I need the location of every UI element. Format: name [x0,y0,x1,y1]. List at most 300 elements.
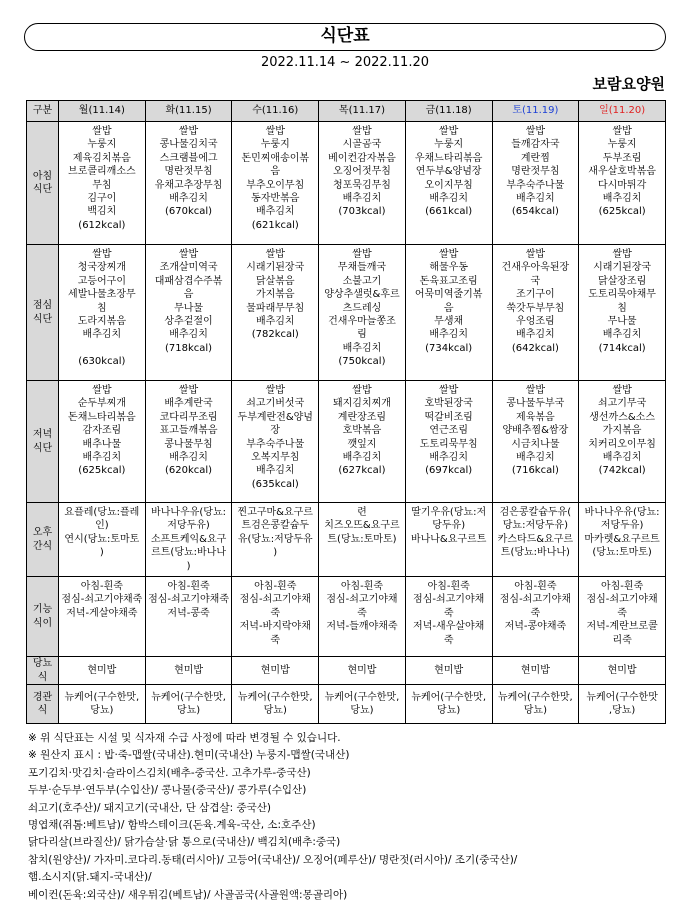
menu-item: (635kcal) [251,478,299,490]
menu-item: (620kcal) [165,465,213,477]
row-label-snack [27,503,59,577]
menu-item: 쌀밥 [178,126,199,137]
menu-item: ) [99,547,104,559]
note-line: 명엽채(쥐톰:베트남)/ 함박스테이크(돈육.계육-국산, 소:호주산) [28,819,316,832]
menu-item: 콩나물무침 [164,438,213,450]
menu-item: 콩나물김치국 [159,139,218,151]
menu-item: 저당두유) [167,520,210,532]
menu-item: 해물우동 [429,262,468,274]
menu-cell [319,245,406,381]
menu-item: (661kcal) [425,206,473,218]
menu-item: 쌀밥 [439,126,459,137]
menu-item: (654kcal) [511,206,559,218]
menu-item: 검은콩칼슘두유( [499,507,572,518]
menu-item: 무나물 [607,316,637,328]
menu-item: 쌀밥 [352,249,372,260]
menu-item: 저녁-콩야채죽 [504,621,567,633]
row-label-tube-feeding [27,685,59,724]
menu-item: ,당뇨) [608,705,636,716]
menu-item: 표고들깨볶음 [159,425,218,437]
menu-item: 호박된장국 [424,398,473,410]
menu-item: (612kcal) [78,219,126,231]
day-header-tue: 화(11.15) [145,101,232,122]
menu-item: 시금치나물 [511,438,560,450]
menu-item: 두부조림 [602,152,642,164]
menu-item: 뉴케어(구수한맛 [586,691,658,703]
menu-item: 점심-쇠고기야채 [326,594,398,606]
menu-item: 도라지볶음 [77,316,126,328]
menu-item: 아침-흰죽 [514,581,557,592]
menu-item: 련 [357,507,367,518]
menu-item: (703kcal) [338,206,386,218]
day-header-mon: 월(11.14) [59,101,146,122]
menu-item: 죽 [357,607,367,619]
menu-item: 저녁-계란브로콜 [586,621,658,633]
menu-item: 감자조림 [82,425,122,437]
menu-item: 돼지김치찌개 [332,398,391,410]
menu-cell [319,657,406,685]
row-breakfast [27,122,666,245]
menu-item: 당뇨:저당두유) [502,520,568,532]
menu-item: 배추김치 [516,193,555,205]
menu-cell [232,657,319,685]
menu-item: 배추김치 [429,329,468,341]
menu-item: 배추김치 [516,452,555,464]
menu-item: 쌀밥 [352,126,372,137]
row-tube-feeding [27,685,666,724]
menu-item: (714kcal) [598,342,646,354]
menu-item: (734kcal) [425,342,473,354]
menu-item: 뉴케어(구수한맛, [498,691,573,703]
menu-item: 음 [443,302,454,314]
menu-item: 무채들깨국 [337,262,387,274]
menu-cell [319,381,406,503]
menu-item: 배추김치 [169,452,208,464]
menu-item: ) [273,547,278,559]
menu-item: 점심-쇠고기야채죽 [148,594,229,606]
note-line: 두부·순두부·연두부(수입산)/ 콩나물(중국산)/ 콩가루(수입산) [28,784,307,797]
menu-item: 청포묵김무침 [332,179,391,191]
menu-item: 브로콜리깨소스 [68,166,136,178]
menu-item: 점심-쇠고기야채 [239,594,311,606]
menu-item: 제육볶음 [516,411,555,423]
menu-item: 양상추샐럿&후르 [324,289,400,301]
menu-item: 오이지무침 [424,179,473,191]
menu-cell [319,685,406,724]
row-label-line: 식이 [32,617,53,629]
menu-cell [319,503,406,577]
menu-item: 무생채 [434,316,464,328]
menu-item: 당뇨) [350,705,374,716]
menu-item: 명란젓무침 [164,166,213,178]
menu-item: 점심-쇠고기야채 [586,594,658,606]
menu-cell [579,245,666,381]
menu-item: 바나나우유(당뇨: [584,507,660,518]
menu-item: 트(당뇨:바나나) [500,547,570,559]
menu-item: 배추김치 [255,465,295,477]
row-label-line: 당뇨 [32,658,53,670]
menu-item: 대패삼겹수주볶 [154,275,223,287]
menu-item: 뉴케어(구수한맛, [237,691,313,703]
menu-item: 츠드레싱 [342,302,382,314]
menu-item: 쌀밥 [525,249,546,260]
menu-item: 침 [97,302,107,314]
menu-item: 현미밥 [607,664,637,676]
menu-item: 국 [530,275,541,287]
menu-item: 새우살호박볶음 [588,166,656,178]
menu-item: 배추김치 [602,329,642,341]
menu-item: 두부계란전&양념 [237,411,313,423]
menu-item: (621kcal) [251,219,299,231]
menu-item: 세발나물초장무 [68,289,136,301]
menu-item: 무침 [92,179,112,191]
menu-item: 돈육표고조림 [419,275,478,287]
menu-item: 우엉조림 [516,316,555,328]
menu-item: (742kcal) [598,465,646,477]
row-label-line: 오후 [32,527,53,539]
menu-item: 제육김치볶음 [72,152,131,164]
menu-item: 저녁-콩죽 [167,607,210,619]
menu-item: 아침-흰죽 [167,581,210,592]
menu-item: 배추김치 [342,342,382,354]
menu-cell [59,503,146,577]
menu-item: 침 [617,302,627,314]
menu-cell [492,381,579,503]
menu-cell [579,503,666,577]
header-row [27,101,666,122]
menu-item: 코다리무조림 [159,411,218,423]
menu-item: 치커리오이무침 [588,438,656,450]
note-line: 베이컨(돈육:외국산)/ 새우튀김(베트남)/ 사골곰국(사골원액:몽골리아) [28,888,348,901]
menu-item: (627kcal) [338,465,386,477]
menu-item: 저녁-새우살야채 [413,621,485,633]
menu-item: 계란찜 [520,152,550,164]
menu-item: 마카렛&요구르트 [584,533,660,545]
menu-item: 아침-흰죽 [340,581,384,592]
menu-item: 쌀밥 [265,385,285,396]
menu-item: 배추김치 [169,329,208,341]
menu-item: 오징어젓무침 [332,166,391,178]
menu-item: 오복지무침 [251,452,300,464]
row-label-diabetic-diet [27,657,59,685]
menu-item: 부추숙주나물 [246,438,305,450]
row-diabetic-diet [27,657,666,685]
menu-item: 배추김치 [429,193,468,205]
menu-item: 연시(당뇨:토마토 [64,533,140,545]
menu-item: (718kcal) [165,342,213,354]
menu-item: 리죽 [612,634,632,646]
row-label-functional-diet [27,577,59,657]
menu-item: 부추오이무침 [246,179,305,191]
menu-cell [405,122,492,245]
menu-item: 들깨감자국 [511,139,560,151]
menu-body [27,122,666,724]
menu-item: 배추김치 [255,206,295,218]
menu-cell [145,577,232,657]
note-line: 참치(원양산)/ 가자미.코다리.동태(러시아)/ 고등어(국내산)/ 오징어(페루산)/ 명란젓(러시아)/ 조기(중국산)/ [28,853,518,866]
menu-cell [59,122,146,245]
menu-item: 배추김치 [429,452,468,464]
row-label-line: 식 [37,705,48,716]
menu-item: 현미밥 [434,664,464,676]
menu-cell [579,577,666,657]
note-line: 햄.소시지(닭.돼지-국내산)/ [28,871,152,884]
menu-cell [492,122,579,245]
menu-cell [232,381,319,503]
menu-item: 쇠고기무국 [597,398,647,410]
menu-item: 건새우마늘쫑조 [328,316,396,328]
menu-item: 누룽지 [434,139,464,151]
menu-item: 딸기우유(당뇨:저 [411,507,487,518]
menu-cell [145,122,232,245]
row-label-line: 간식 [32,540,53,552]
menu-item: 쌀밥 [612,385,632,396]
date-range: 2022.11.14 ~ 2022.11.20 [260,55,430,70]
menu-item: 소불고기 [342,275,382,287]
menu-cell [492,245,579,381]
menu-cell [59,577,146,657]
row-label-line: 경관 [32,691,53,703]
note-line: 닭다리살(브라질산)/ 닭가슴살·닭 통으로(국내산)/ 백김치(배추:중국) [28,836,341,849]
menu-cell [232,122,319,245]
menu-item: 당뇨) [90,705,114,716]
menu-item: (630kcal) [78,356,126,368]
menu-item: (642kcal) [511,342,559,354]
menu-item: 연두부&양념장 [415,166,482,178]
menu-item: 쑥갓두부무침 [506,302,565,314]
menu-cell [59,381,146,503]
menu-cell [579,381,666,503]
menu-cell [405,503,492,577]
menu-cell [232,577,319,657]
menu-item: (625kcal) [598,206,646,218]
menu-item: 당뇨) [523,705,547,716]
row-label-lunch [27,245,59,381]
menu-item: 배추김치 [169,193,208,205]
menu-item: 명란젓무침 [511,166,560,178]
menu-cell [579,657,666,685]
menu-item: 쌀밥 [92,249,112,260]
menu-item: 찐고구마&요구르 [237,507,313,518]
menu-item: 생선까스&소스 [589,411,655,423]
menu-item: 유채고추장무침 [154,179,223,191]
menu-item: 쌀밥 [439,249,459,260]
menu-cell [59,657,146,685]
menu-cell [405,245,492,381]
menu-item: (당뇨:토마토) [592,547,652,559]
menu-item: 배추계란국 [164,398,213,410]
menu-item: 깻잎지 [347,438,377,450]
menu-cell [145,381,232,503]
menu-cell [579,122,666,245]
menu-cell [405,685,492,724]
menu-cell [405,577,492,657]
menu-item: 양배추찜&쌈장 [502,425,569,437]
menu-cell [492,577,579,657]
menu-cell [145,245,232,381]
menu-item [59,342,145,355]
menu-item: 죽 [443,607,454,619]
row-lunch [27,245,666,381]
row-label-line: 아침 [32,170,53,182]
menu-item: 유(당뇨:저당두유 [237,533,313,545]
menu-item: 죽 [530,607,541,619]
menu-item: 다시마튀각 [597,179,647,191]
menu-item: 배추김치 [82,452,122,464]
menu-item: 부추숙주나물 [506,179,565,191]
menu-item: 치즈오뜨&요구르 [324,520,400,532]
menu-item: 점심-쇠고기야채죽 [61,594,143,606]
menu-item: 계란장조림 [337,411,387,423]
menu-item: 쌀밥 [92,385,112,396]
menu-item: 당뇨) [263,705,287,716]
menu-item: 호박볶음 [342,425,382,437]
menu-item: 뉴케어(구수한맛, [64,691,140,703]
menu-item: 배추김치 [602,452,642,464]
menu-item: 조개살미역국 [159,262,218,274]
menu-item: (782kcal) [251,329,299,341]
menu-item: 르트(당뇨:바나나 [151,547,226,559]
menu-item: 시래기된장국 [593,262,652,274]
menu-item: 물파래무무침 [246,302,305,314]
menu-item: 쌀밥 [439,385,459,396]
menu-item: 뉴케어(구수한맛, [324,691,400,703]
menu-item: 점심-쇠고기야채 [413,594,485,606]
menu-item: 스크램블에그 [159,152,218,164]
menu-cell [145,503,232,577]
menu-item: 저녁-게살야채죽 [66,607,138,619]
row-label-breakfast [27,122,59,245]
menu-item: 아침-흰죽 [80,581,123,592]
menu-item: 콩나물두부국 [506,398,565,410]
menu-cell [319,577,406,657]
menu-cell [59,245,146,381]
menu-item: 쌀밥 [178,249,199,260]
note-line: ※ 원산지 표시 : 밥·죽-맵쌀(국내산).현미(국내산) 누룽지-맵쌀(국내산) [28,749,350,762]
page-title: 식단표 [24,23,666,51]
row-dinner [27,381,666,503]
menu-cell [579,685,666,724]
menu-item: 김구이 [87,193,117,205]
menu-item: 현미밥 [520,664,550,676]
organization-name: 보람요양원 [592,75,665,93]
menu-item: 쌀밥 [612,126,632,137]
row-functional-diet [27,577,666,657]
menu-item: 누룽지 [87,139,117,151]
menu-item: 도토리묵무침 [419,438,478,450]
menu-item: 바나나우유(당뇨: [151,507,226,518]
menu-item: 배추김치 [342,193,382,205]
menu-item: 배추김치 [255,316,295,328]
menu-item: 장 [270,425,281,437]
menu-cell [232,685,319,724]
menu-item: 순두부찌개 [77,398,126,410]
menu-item: 시골곰국 [342,139,382,151]
menu-item: 베이컨감자볶음 [328,152,396,164]
menu-item: 당두유) [432,520,466,532]
day-header-thu: 목(11.17) [319,101,406,122]
menu-item: 도토리묵야채무 [588,289,656,301]
menu-item: 배추김치 [342,452,382,464]
menu-item: 고등어구이 [77,275,126,287]
menu-item: 조기구이 [516,289,555,301]
row-label-line: 식단 [32,184,53,195]
notes-section [28,730,517,904]
corner-header: 구분 [27,101,59,122]
menu-item: 누룽지 [607,139,637,151]
row-label-line: 점심 [32,300,53,312]
row-label-line: 식 [37,671,48,683]
menu-item: (750kcal) [338,356,386,368]
menu-item: 상추겉절이 [164,316,213,328]
menu-item: (625kcal) [78,465,126,477]
menu-item: ) [186,560,191,572]
menu-cell [405,381,492,503]
menu-cell [319,122,406,245]
menu-table [26,100,666,724]
menu-item: 현미밥 [174,664,204,676]
menu-item: 쇠고기버섯국 [246,398,305,410]
menu-item: 배추김치 [602,193,642,205]
menu-item: 아침-흰죽 [254,581,297,592]
menu-item: 음 [183,289,194,301]
menu-item: 죽 [270,634,281,646]
menu-item: 배추나물 [82,438,122,450]
menu-item: 소프트케익&요구 [150,533,227,545]
menu-item: 카스타드&요구르 [497,533,574,545]
menu-cell [59,685,146,724]
day-header-wed: 수(11.16) [232,101,319,122]
menu-item: 트(당뇨:토마토) [327,533,397,545]
row-label-line: 식단 [32,313,53,325]
row-label-dinner [27,381,59,503]
menu-item: (697kcal) [425,465,473,477]
day-header-sat: 토(11.19) [492,101,579,122]
menu-item: 가지볶음 [255,289,295,301]
menu-cell [492,503,579,577]
menu-item: 뉴케어(구수한맛, [411,691,487,703]
note-line: ※ 위 식단표는 시설 및 식자재 수급 사정에 따라 변경될 수 있습니다. [28,732,341,744]
menu-item: 죽 [270,607,281,619]
menu-item: 닭살볶음 [255,275,295,287]
menu-item: 누룽지 [260,139,290,151]
menu-item: 쌀밥 [525,126,546,137]
menu-item: 저녁-들깨야채죽 [326,621,398,633]
menu-cell [405,657,492,685]
menu-cell [145,657,232,685]
menu-item: 트검은콩칼슘두 [241,520,310,532]
menu-item: 쌀밥 [352,385,372,396]
menu-item: 배추김치 [516,329,555,341]
menu-item: 저녁-바지락야채 [239,621,311,633]
menu-item: 쌀밥 [525,385,546,396]
day-header-sun: 일(11.20) [579,101,666,122]
menu-item: 건새우아욱된장 [501,262,570,274]
menu-item: 쌀밥 [265,249,285,260]
menu-cell [492,657,579,685]
menu-item: 인) [95,520,109,532]
row-label-line: 저녁 [32,429,53,441]
menu-item: 백김치 [87,206,117,218]
menu-item: 현미밥 [260,664,290,676]
menu-item: 무나물 [174,302,204,314]
menu-item: (716kcal) [511,465,559,477]
menu-item: 죽 [443,634,454,646]
menu-item: 닭살장조림 [597,275,647,287]
menu-item: 어묵미역줄기볶 [414,289,483,301]
menu-item: 점심-쇠고기야채 [499,594,571,606]
menu-item: 현미밥 [87,664,117,676]
